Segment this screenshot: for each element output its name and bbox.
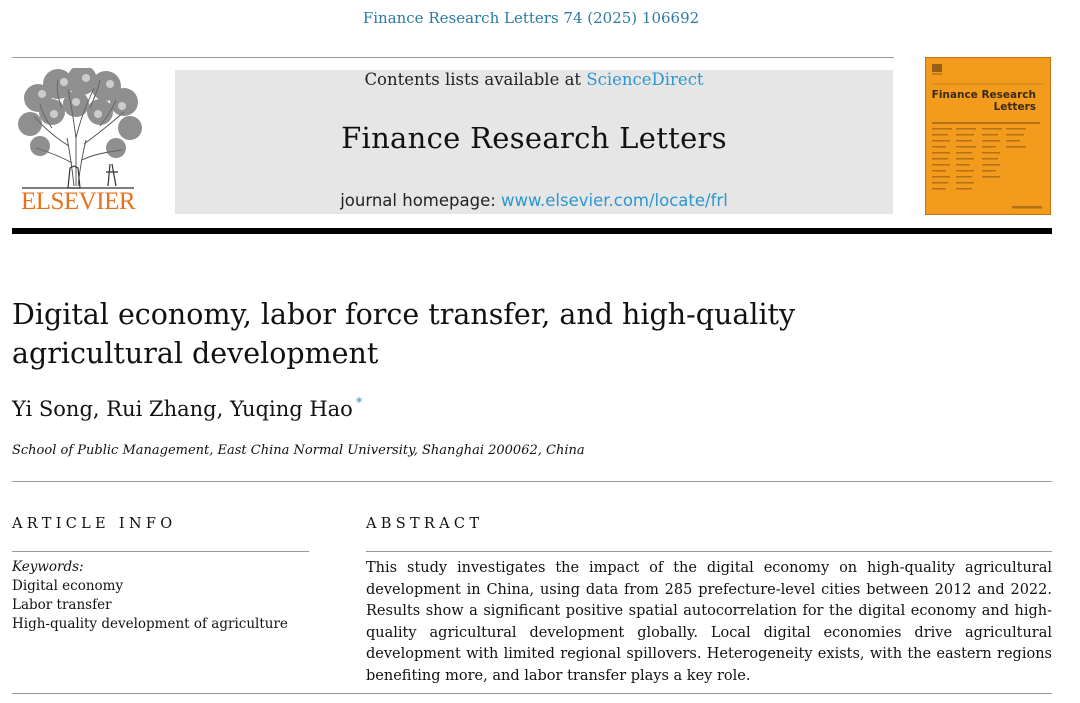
keywords-block <box>12 558 288 634</box>
keyword-item: Labor transfer <box>12 597 112 613</box>
abstract-heading: ABSTRACT <box>366 516 484 532</box>
homepage-line <box>175 191 893 210</box>
abstract-body: This study investigates the impact of the digital economy on high-quality agricultural development in China, using data from 285 prefecture-level cities between 2012 and 2022. Results show a significant positive spatial autocorrelation for the digital economy and high-quality agricultural development globally. Local digital economies drive agricultural development with limited regional spillovers. Heterogeneity exists, with the eastern regions benefiting more, and labor transfer plays a key role. <box>366 560 1052 684</box>
journal-title: Finance Research Letters <box>341 121 727 155</box>
author-separator: , <box>92 397 100 421</box>
keywords-label: Keywords: <box>12 559 84 575</box>
author-list <box>12 396 362 421</box>
cover-decoration <box>926 58 1051 215</box>
keyword-item: Digital economy <box>12 578 124 594</box>
author-affiliation: School of Public Management, East China Normal University, Shanghai 200062, China <box>12 443 585 458</box>
abstract-bottom-rule <box>12 693 1052 694</box>
journal-citation[interactable]: Finance Research Letters 74 (2025) 106692 <box>362 9 700 27</box>
author-separator: , <box>216 397 224 421</box>
author-name[interactable]: Yuqing Hao <box>229 397 353 421</box>
author-name[interactable]: Yi Song <box>12 397 93 421</box>
header-top-rule <box>12 57 894 58</box>
corresponding-author-mark[interactable]: * <box>355 396 363 411</box>
article-title-line1: Digital economy, labor force transfer, and high-quality <box>12 298 796 331</box>
contents-prefix: Contents lists available at <box>364 70 587 89</box>
article-title-line2: agricultural development <box>12 337 379 370</box>
journal-homepage-link[interactable]: www.elsevier.com/locate/frl <box>501 191 728 210</box>
cover-title-line1: Finance Research <box>931 89 1036 101</box>
article-title <box>12 295 812 373</box>
article-info-heading: ARTICLE INFO <box>12 516 177 532</box>
sciencedirect-link[interactable]: ScienceDirect <box>586 70 704 89</box>
title-block-rule <box>12 481 1052 482</box>
homepage-prefix: journal homepage: <box>340 191 502 210</box>
elsevier-wordmark[interactable]: ELSEVIER <box>20 188 136 215</box>
author-name[interactable]: Rui Zhang <box>106 397 217 421</box>
cover-title <box>932 89 1036 113</box>
contents-line <box>175 70 893 89</box>
header-bottom-rule <box>12 228 1052 234</box>
journal-cover-thumbnail[interactable] <box>925 57 1051 215</box>
abstract-rule <box>366 551 1052 552</box>
keyword-item: High-quality development of agriculture <box>12 616 288 632</box>
article-info-rule <box>12 551 309 552</box>
journal-banner <box>175 70 893 214</box>
cover-title-line2: Letters <box>993 101 1036 113</box>
